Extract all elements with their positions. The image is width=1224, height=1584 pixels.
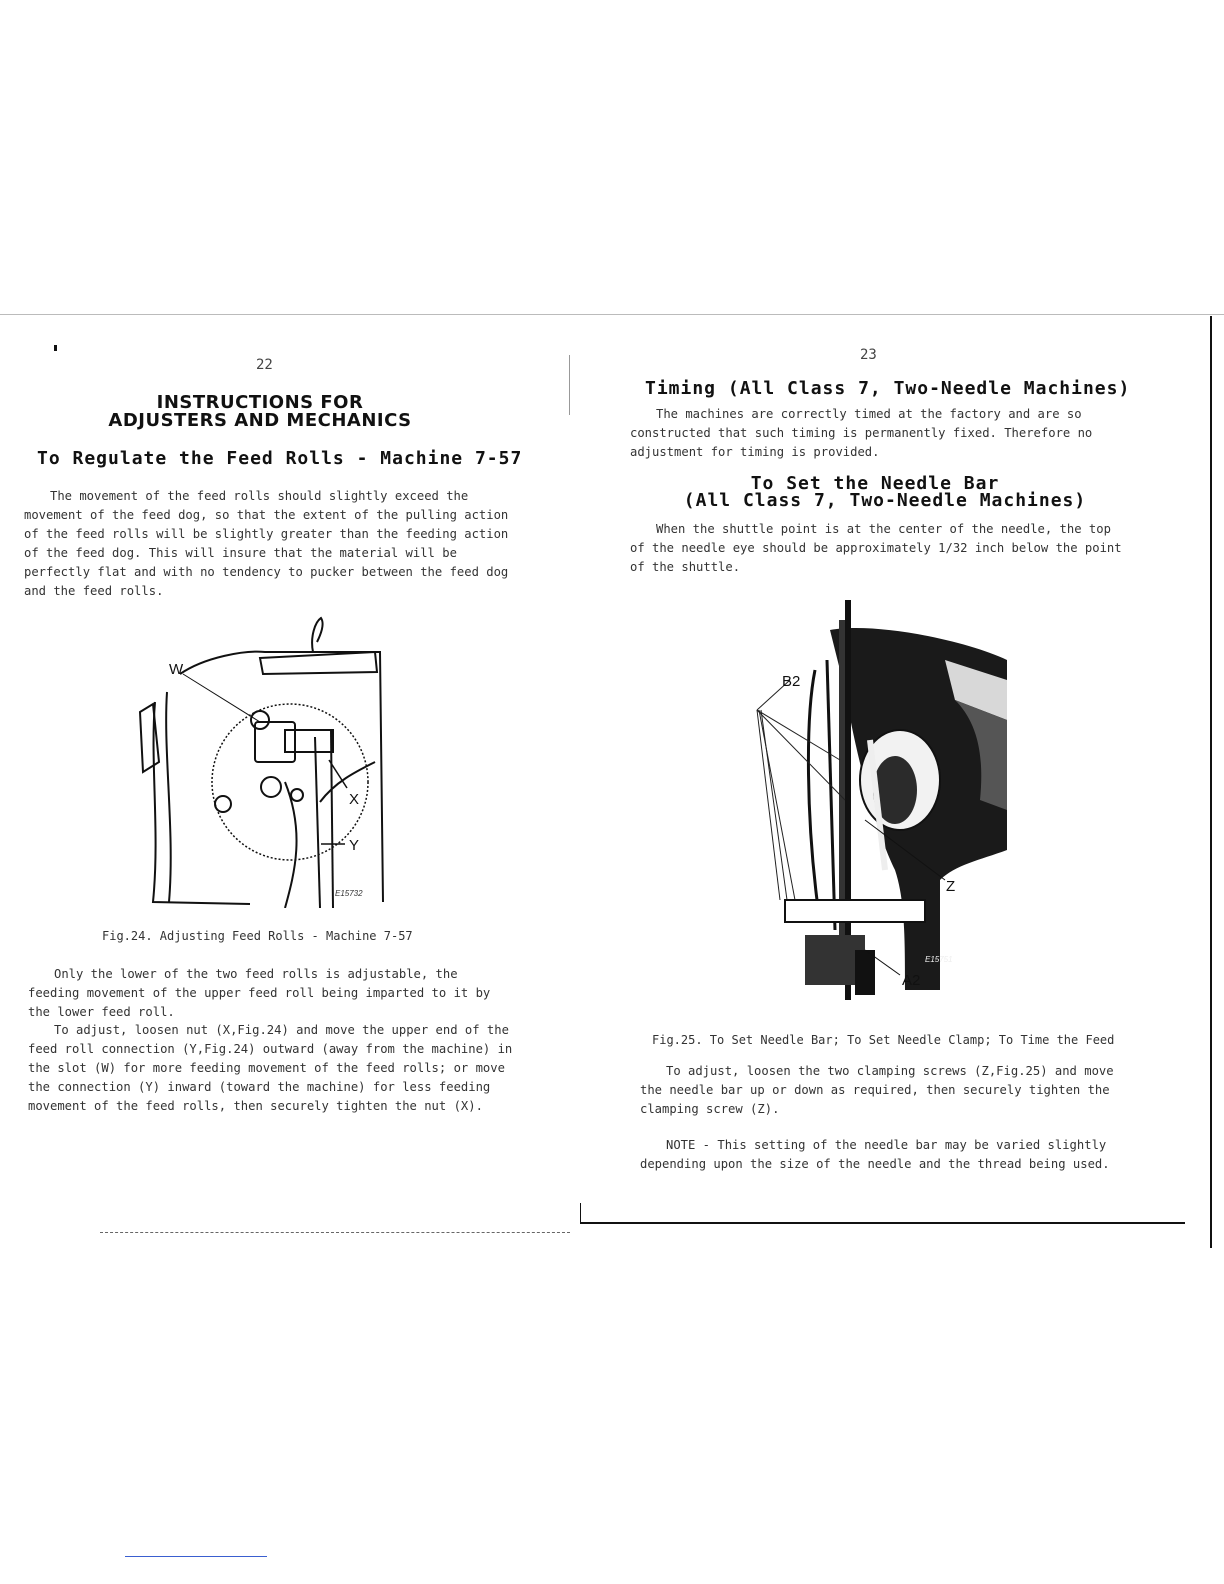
page-top-edge (0, 314, 1224, 315)
blue-underline (125, 1556, 267, 1557)
bottom-rule-tick (580, 1203, 581, 1223)
lower-roll-paragraph: Only the lower of the two feed rolls is adjustable, the feeding movement of the upper feed roll being imparted to it by the lower feed roll. (28, 967, 491, 1019)
heading-needle-bar-line2: (All Class 7, Two-Needle Machines) (683, 490, 1087, 511)
figure-25-caption: Fig.25. To Set Needle Bar; To Set Needle Clamp; To Time the Feed (652, 1033, 1115, 1047)
fig25-label-a2: A2 (902, 972, 921, 989)
figure-24-caption: Fig.24. Adjusting Feed Rolls - Machine 7-57 (102, 929, 413, 943)
center-gutter-line (569, 355, 570, 415)
timing-paragraph: The machines are correctly timed at the factory and are so constructed that such timing is permanently fixed. Therefore no adjustment for timing is provided. (630, 407, 1093, 459)
fig24-code: E15732 (335, 889, 363, 898)
fig24-label-y: Y (349, 837, 360, 854)
fig25-label-z: Z (946, 878, 956, 895)
clamping-screws-paragraph: To adjust, loosen the two clamping screws (Z,Fig.25) and move the needle bar up or down as required, then securely tighten the clamping screw (Z). (640, 1064, 1114, 1116)
page-number-left: 22 (256, 357, 273, 373)
fig24-label-x: X (349, 791, 360, 808)
figure-25-needle-bar (745, 600, 1010, 1000)
needle-eye-paragraph: When the shuttle point is at the center of the needle, the top of the needle eye should be approximately 1/32 inch below the point of the shuttle. (630, 522, 1122, 574)
page-title-line1: INSTRUCTIONS FOR (156, 392, 364, 413)
scan-mark (54, 345, 57, 351)
bottom-rule-left (100, 1232, 570, 1233)
page-number-right: 23 (860, 347, 877, 363)
bottom-rule (580, 1222, 1185, 1224)
heading-timing: Timing (All Class 7, Two-Needle Machines) (645, 378, 1131, 399)
fig25-code: E15751 (925, 955, 953, 964)
page-title-line2: ADJUSTERS AND MECHANICS (108, 410, 412, 431)
right-edge-line (1210, 316, 1212, 1248)
fig25-label-b2: B2 (782, 673, 801, 690)
feed-rolls-paragraph: The movement of the feed rolls should slightly exceed the movement of the feed dog, so that the extent of the pulling action of the feed rolls will be slightly greater than the feeding action of the feed dog. This will insure that the material will be perfectly flat and with no tendency to pucker between the feed dog and the feed rolls. (24, 489, 509, 598)
note-paragraph: NOTE - This setting of the needle bar may be varied slightly depending upon the size of the needle and the thread being used. (640, 1138, 1110, 1171)
heading-needle-bar-line1: To Set the Needle Bar (750, 473, 1000, 494)
section-heading-feed-rolls: To Regulate the Feed Rolls - Machine 7-57 (37, 448, 523, 469)
adjust-nut-paragraph: To adjust, loosen nut (X,Fig.24) and move the upper end of the feed roll connection (Y,Fig.24) outward (away from the machine) in the slot (W) for more feeding movement of the feed rolls; or move the connection (Y) inward (toward the machine) for less feeding movement of the feed rolls, then securely tighten the nut (X). (28, 1023, 513, 1113)
figure-24-feed-rolls (135, 612, 400, 908)
fig24-label-w: W (169, 661, 184, 678)
